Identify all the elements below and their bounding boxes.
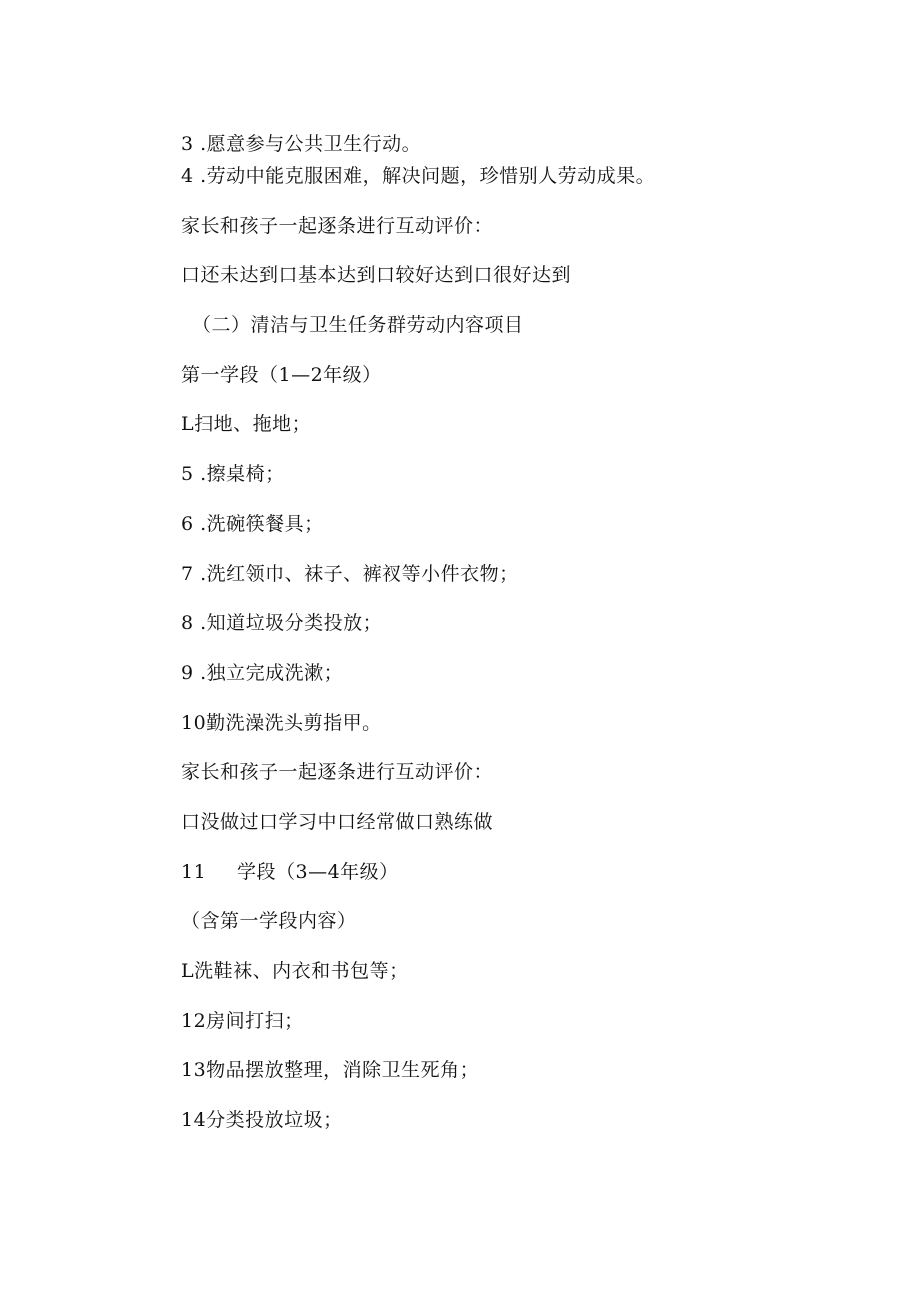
list-item-9: 9 .独立完成洗漱； <box>181 662 344 684</box>
list-item-8: 8 .知道垃圾分类投放； <box>181 612 383 634</box>
list-item: L洗鞋袜、内衣和书包等； <box>181 960 409 982</box>
list-item: L扫地、拖地； <box>181 413 312 435</box>
stage-note: （含第一学段内容） <box>181 910 357 932</box>
section-heading: （二）清洁与卫生任务群劳动内容项目 <box>192 314 524 336</box>
stage-number: 11 <box>181 861 207 883</box>
list-item-7: 7 .洗红领巾、袜子、裤衩等小件衣物； <box>181 563 519 585</box>
list-item-4: 4 .劳动中能克服困难，解决问题，珍惜别人劳动成果。 <box>181 165 656 187</box>
evaluation-prompt: 家长和孩子一起逐条进行互动评价： <box>181 215 494 237</box>
list-item-3: 3 .愿意参与公共卫生行动。 <box>181 133 422 155</box>
stage-label: 学段（3—4年级） <box>237 861 399 883</box>
list-item-13: 13物品摆放整理，消除卫生死角； <box>181 1059 480 1081</box>
evaluation-options: 口还未达到口基本达到口较好达到口很好达到 <box>181 264 572 286</box>
list-item-14: 14分类投放垃圾； <box>181 1109 343 1131</box>
list-item-12: 12房间打扫； <box>181 1010 304 1032</box>
evaluation-prompt: 家长和孩子一起逐条进行互动评价： <box>181 761 494 783</box>
list-item-5: 5 .擦桌椅； <box>181 463 285 485</box>
stage-heading-2 <box>181 860 399 884</box>
list-item-10: 10勤洗澡洗头剪指甲。 <box>181 712 382 734</box>
list-item-6: 6 .洗碗筷餐具； <box>181 513 324 535</box>
stage-heading-1: 第一学段（1—2年级） <box>181 364 382 386</box>
evaluation-options: 口没做过口学习中口经常做口熟练做 <box>181 811 494 833</box>
